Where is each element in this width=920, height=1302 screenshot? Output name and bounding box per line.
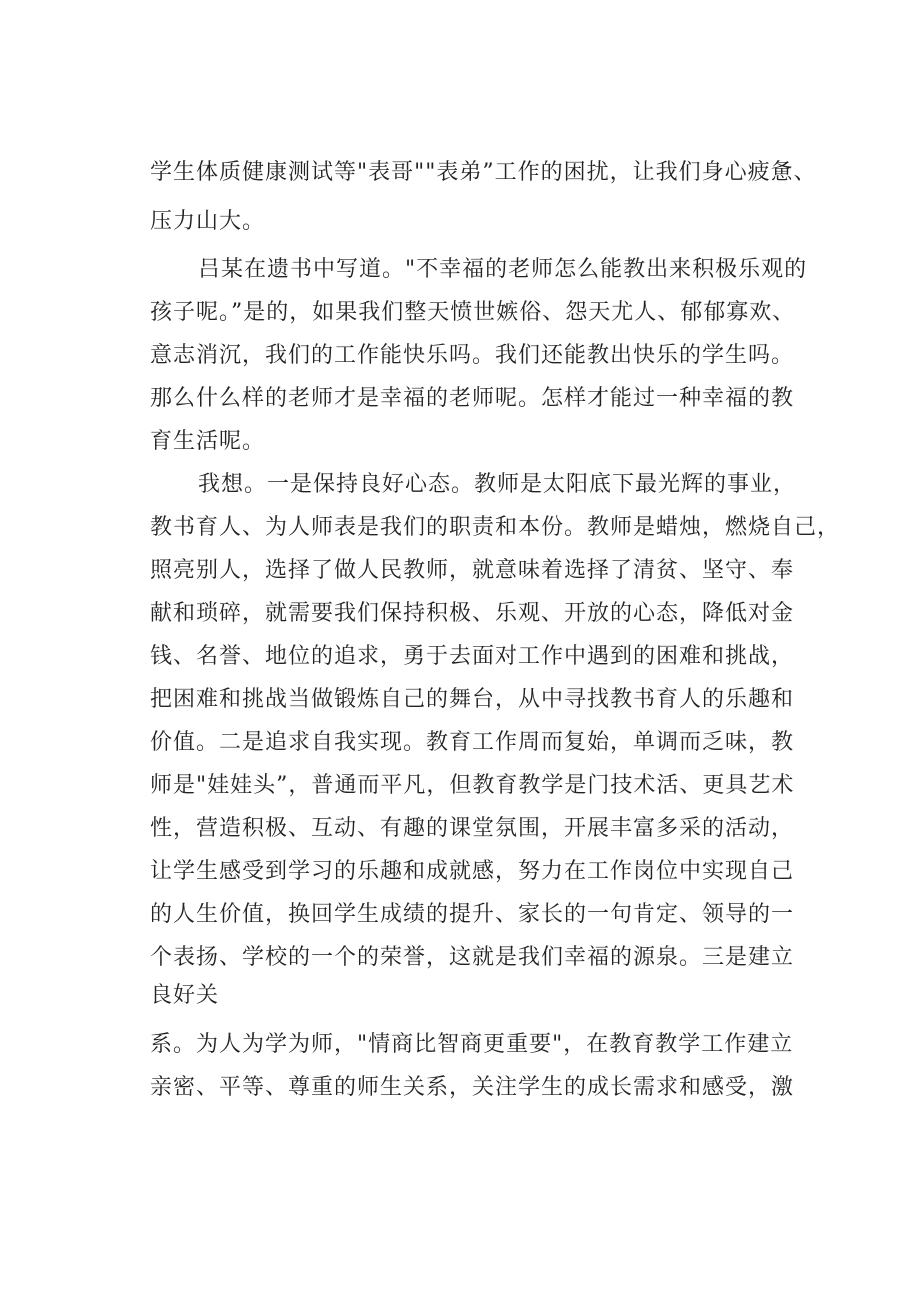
paragraph-start-line: 我想。一是保持良好心态。教师是太阳底下最光辉的事业， — [198, 472, 797, 497]
text-line: 压力山大。 — [150, 209, 266, 234]
text-line: 亲密、平等、尊重的师生关系，关注学生的成长需求和感受，激 — [150, 1075, 795, 1100]
text-line: 师是"娃娃头”，普通而平凡，但教育教学是门技术活、更具艺术 — [150, 773, 795, 798]
text-line: 献和琐碎，就需要我们保持积极、乐观、开放的心态，降低对金 — [150, 601, 795, 626]
text-line: 钱、名誉、地位的追求，勇于去面对工作中遇到的困难和挑战， — [150, 644, 795, 669]
text-line: 系。为人为学为师，"情商比智商更重要"，在教育教学工作建立 — [150, 1032, 794, 1057]
text-line: 的人生价值，换回学生成绩的提升、家长的一句肯定、领导的一 — [150, 902, 795, 927]
text-line: 把困难和挑战当做锻炼自己的舞台，从中寻找教书育人的乐趣和 — [150, 687, 795, 712]
text-line: 个表扬、学校的一个的荣誉，这就是我们幸福的源泉。三是建立 — [150, 945, 795, 970]
paragraph-start-line: 吕某在遗书中写道。"不幸福的老师怎么能教出来积极乐观的 — [198, 257, 808, 282]
text-line: 学生体质健康测试等"表哥""表弟”工作的困扰，让我们身心疲惫、 — [150, 160, 817, 185]
text-line: 意志消沉，我们的工作能快乐吗。我们还能教出快乐的学生吗。 — [150, 343, 795, 368]
text-line: 那么什么样的老师才是幸福的老师呢。怎样才能过一种幸福的教 — [150, 386, 795, 411]
text-line: 良好关 — [150, 983, 220, 1008]
text-line: 育生活呢。 — [150, 429, 266, 454]
text-line: 孩子呢。”是的，如果我们整天愤世嫉俗、怨天尤人、郁郁寡欢、 — [150, 300, 796, 325]
text-line: 价值。二是追求自我实现。教育工作周而复始，单调而乏味，教 — [150, 730, 795, 755]
text-line: 照亮别人，选择了做人民教师，就意味着选择了清贫、坚守、奉 — [150, 558, 795, 583]
text-line: 教书育人、为人师表是我们的职责和本份。教师是蜡烛，燃烧自己， — [150, 515, 841, 540]
text-line: 让学生感受到学习的乐趣和成就感，努力在工作岗位中实现自己 — [150, 859, 795, 884]
text-line: 性，营造积极、互动、有趣的课堂氛围，开展丰富多采的活动， — [150, 816, 795, 841]
